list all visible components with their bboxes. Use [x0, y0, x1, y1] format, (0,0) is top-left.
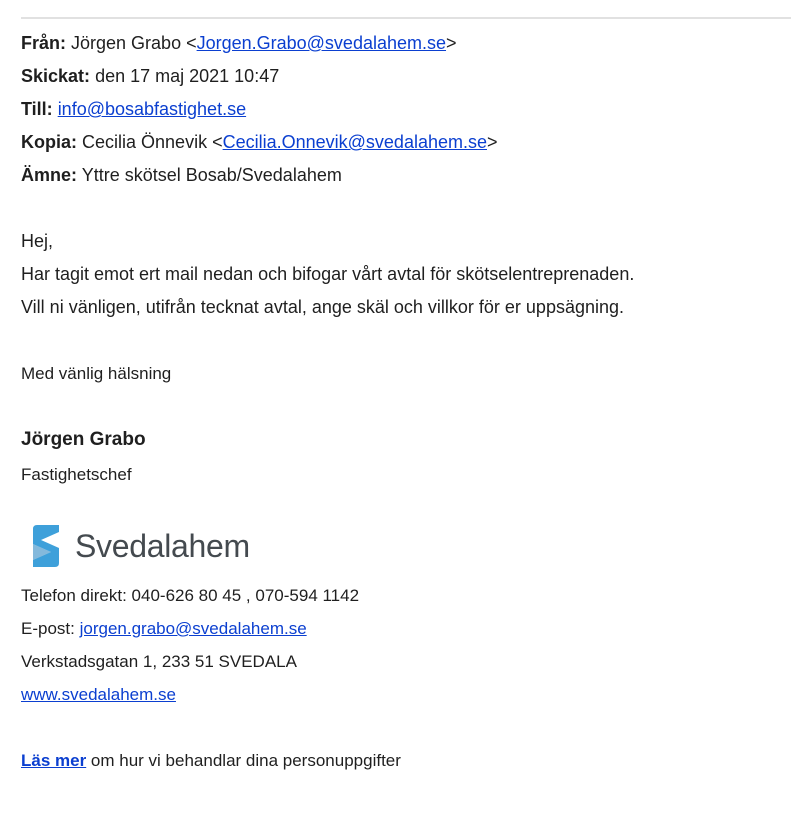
signature-name: Jörgen Grabo [21, 429, 146, 450]
signature-address: Verkstadsgatan 1, 233 51 SVEDALA [21, 652, 297, 671]
from-row [21, 31, 457, 55]
header-divider [21, 17, 791, 19]
from-name: Jörgen Grabo < [71, 33, 197, 53]
from-email-link[interactable]: Jorgen.Grabo@svedalahem.se [196, 33, 447, 53]
from-suffix: > [446, 33, 457, 53]
to-row [21, 97, 246, 121]
email-label: E-post: [21, 619, 80, 638]
subject-value: Yttre skötsel Bosab/Svedalahem [81, 165, 342, 185]
cc-name: Cecilia Önnevik < [82, 132, 223, 152]
sent-label: Skickat: [21, 66, 91, 86]
website-link[interactable]: www.svedalahem.se [21, 685, 176, 704]
subject-label: Ämne: [21, 165, 78, 185]
company-logo [27, 520, 250, 572]
closing: Med vänlig hälsning [21, 364, 172, 383]
cc-suffix: > [487, 132, 498, 152]
svedalahem-logo-icon [27, 523, 65, 569]
signature-title: Fastighetschef [21, 465, 132, 484]
from-label: Från: [21, 33, 66, 53]
logo-wordmark: Svedalahem [75, 527, 250, 564]
to-email-link[interactable]: info@bosabfastighet.se [57, 99, 247, 119]
signature-email-row [21, 617, 307, 641]
body-line-1: Har tagit emot ert mail nedan och bifogar vårt avtal för skötselentreprenaden. [21, 264, 635, 284]
signature-email-link[interactable]: jorgen.grabo@svedalahem.se [79, 619, 307, 638]
privacy-row [21, 749, 401, 773]
sent-value: den 17 maj 2021 10:47 [95, 66, 280, 86]
signature-phone: Telefon direkt: 040-626 80 45 , 070-594 1142 [21, 586, 360, 605]
privacy-text: om hur vi behandlar dina personuppgifter [86, 751, 401, 770]
sent-row [21, 64, 279, 88]
cc-label: Kopia: [21, 132, 77, 152]
subject-row [21, 163, 342, 187]
website-row [21, 683, 176, 707]
body-line-2: Vill ni vänligen, utifrån tecknat avtal, ange skäl och villkor för er uppsägning. [21, 297, 625, 317]
to-label: Till: [21, 99, 53, 119]
read-more-link[interactable]: Läs mer [21, 751, 87, 770]
cc-email-link[interactable]: Cecilia.Onnevik@svedalahem.se [222, 132, 487, 152]
greeting: Hej, [21, 231, 54, 251]
cc-row [21, 130, 498, 154]
